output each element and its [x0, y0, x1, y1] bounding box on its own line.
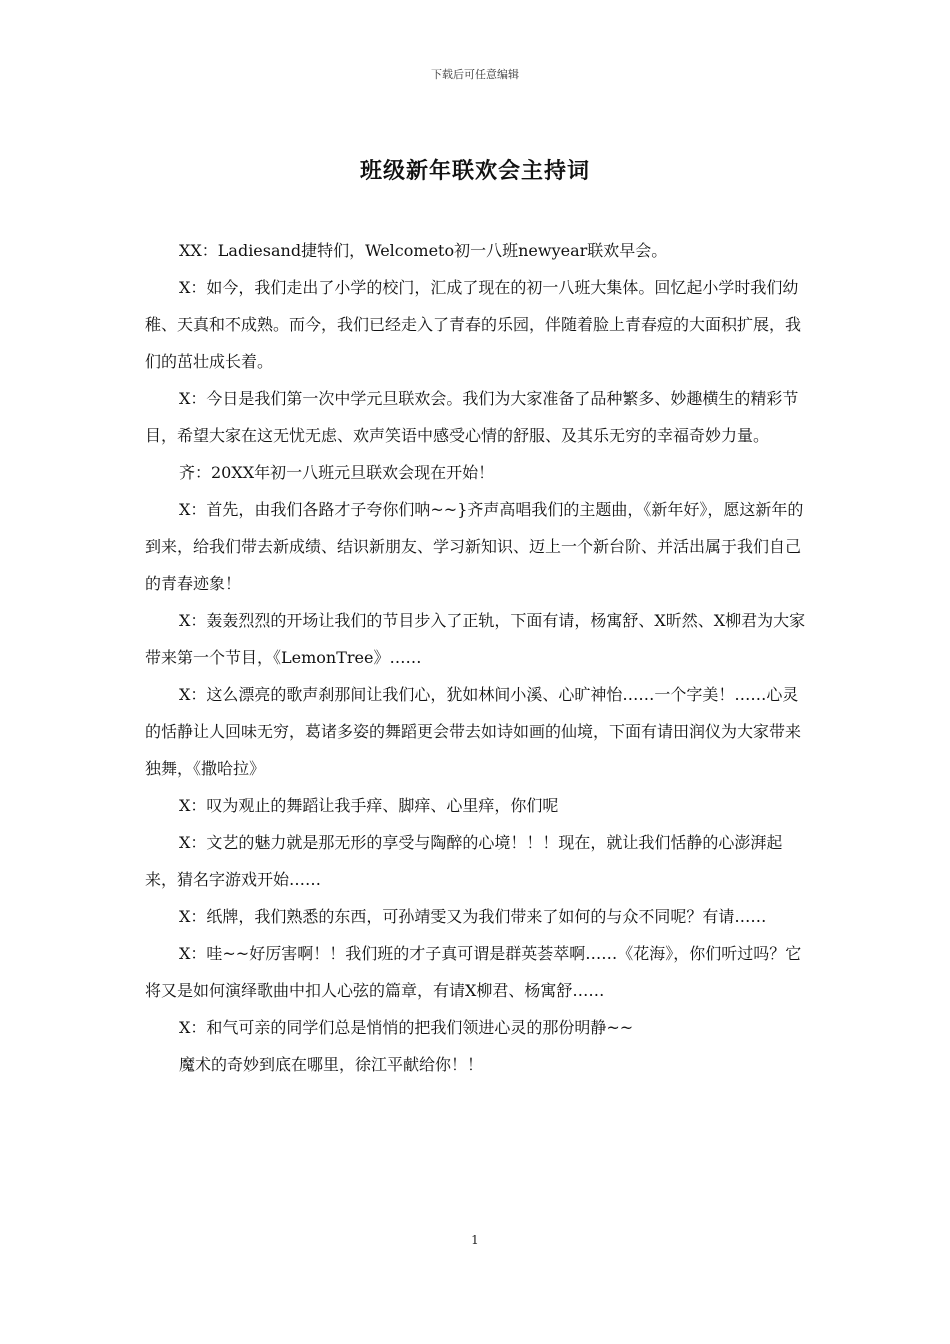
paragraph-dance: X：这么漂亮的歌声刹那间让我们心，犹如林间小溪、心旷神怡……一个字美！……心灵的恬静让人回味无穷，葛诸多姿的舞蹈更会带去如诗如画的仙境，下面有请田润仪为大家带来独舞，《撒哈拉》 [145, 685, 802, 778]
document-title: 班级新年联欢会主持词 [359, 158, 590, 184]
document-body [145, 232, 813, 1083]
header-note: 下载后可任意编辑 [431, 68, 519, 81]
paragraph-first-party: X：今日是我们第一次中学元旦联欢会。我们为大家准备了品种繁多、妙趣横生的精彩节目，希望大家在这无忧无虑、欢声笑语中感受心情的舒服、及其乐无穷的幸福奇妙力量。 [145, 389, 799, 445]
paragraph-admire: X：叹为观止的舞蹈让我手痒、脚痒、心里痒，你们呢 [179, 796, 559, 815]
paragraph-lemon-tree: X：轰轰烈烈的开场让我们的节目步入了正轨，下面有请，杨寓舒、X昕然、X柳君为大家带来第一个节目，《LemonTree》…… [145, 611, 806, 667]
paragraph-game: X：文艺的魅力就是那无形的享受与陶醉的心境！！！现在，就让我们恬静的心澎湃起来，猜名字游戏开始…… [145, 833, 783, 889]
paragraph-flower-sea: X：哇~~好厉害啊！！我们班的才子真可谓是群英荟萃啊……《花海》，你们听过吗？它将又是如何演绎歌曲中扣人心弦的篇章，有请X柳君、杨寓舒…… [145, 944, 802, 1000]
paragraph-cards: X：纸牌，我们熟悉的东西，可孙靖雯又为我们带来了如何的与众不同呢？有请…… [179, 907, 767, 926]
paragraph-theme-song: X：首先，由我们各路才子夸你们呐~~}齐声高唱我们的主题曲，《新年好》，愿这新年的到来，给我们带去新成绩、结识新朋友、学习新知识、迈上一个新台阶、并活出属于我们自己的青春迹象！ [145, 500, 804, 593]
paragraph-review: X：如今，我们走出了小学的校门，汇成了现在的初一八班大集体。回忆起小学时我们幼稚、天真和不成熟。而今，我们已经走入了青春的乐园，伴随着脸上青春痘的大面积扩展，我们的茁壮成长着。 [145, 278, 802, 371]
paragraph-opening: XX：Ladiesand捷特们，Welcometo初一八班newyear联欢早会。 [179, 241, 668, 260]
paragraph-calm: X：和气可亲的同学们总是悄悄的把我们领进心灵的那份明静~~ [179, 1018, 634, 1037]
paragraph-magic: 魔术的奇妙到底在哪里，徐江平献给你！！ [179, 1055, 484, 1074]
paragraph-start: 齐：20XX年初一八班元旦联欢会现在开始！ [179, 463, 495, 482]
page-number: 1 [471, 1233, 479, 1247]
